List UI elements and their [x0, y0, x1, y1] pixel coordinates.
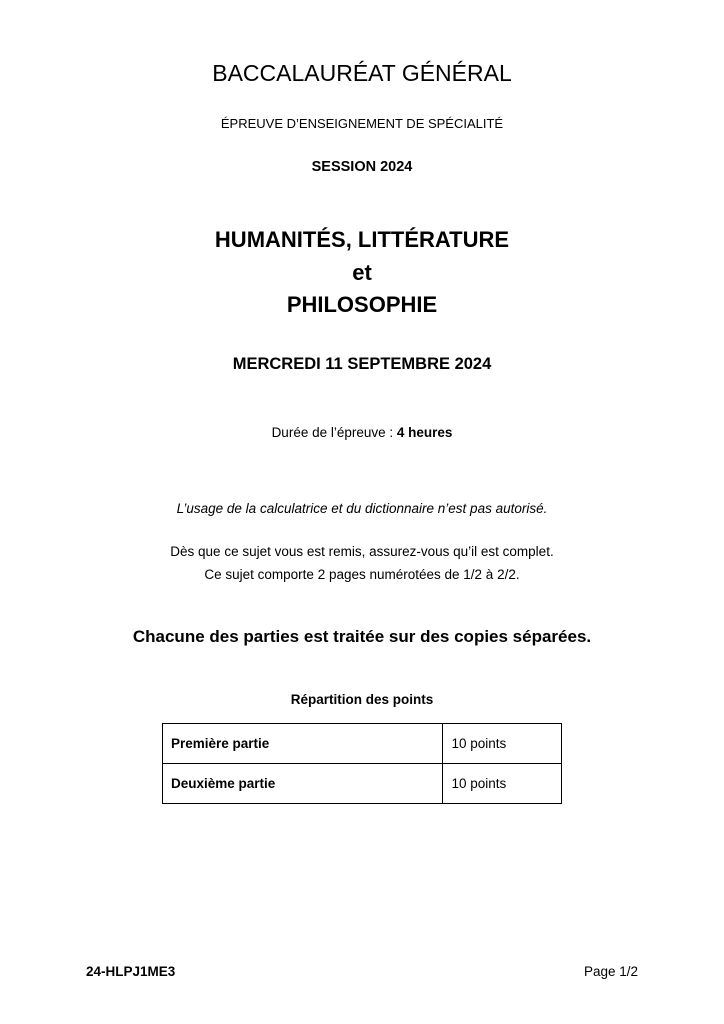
points-table-caption: Répartition des points: [290, 692, 434, 707]
exam-duration: [0, 425, 724, 440]
calculator-note: L’usage de la calculatrice et du dictionnaire n’est pas autorisé.: [176, 501, 548, 516]
completeness-note: Dès que ce sujet vous est remis, assurez-vous qu’il est complet.: [170, 544, 554, 559]
pages-note: Ce sujet comporte 2 pages numérotées de 1/2 à 2/2.: [204, 567, 520, 582]
points-table: [162, 723, 562, 804]
part-points-cell: 10 points: [443, 724, 562, 764]
exam-type: ÉPREUVE D’ENSEIGNEMENT DE SPÉCIALITÉ: [220, 116, 504, 131]
subject-title-line-1: HUMANITÉS, LITTÉRATURE: [214, 227, 510, 252]
separate-copies-instruction: Chacune des parties est traitée sur des copies séparées.: [132, 627, 592, 646]
subject-title-line-2: et: [352, 260, 372, 285]
part-points-cell: 10 points: [443, 764, 562, 804]
part-name-cell: Deuxième partie: [163, 764, 443, 804]
subject-title-line-3: PHILOSOPHIE: [286, 292, 438, 317]
table-row: [163, 724, 562, 764]
exam-date: MERCREDI 11 SEPTEMBRE 2024: [232, 355, 492, 373]
subject-code: 24-HLPJ1ME3: [86, 964, 176, 979]
session-label: SESSION 2024: [311, 159, 413, 175]
duration-label: Durée de l’épreuve :: [271, 425, 397, 440]
page-number: Page 1/2: [583, 964, 638, 979]
part-name-cell: Première partie: [163, 724, 443, 764]
exam-title: BACCALAURÉAT GÉNÉRAL: [212, 60, 512, 86]
table-row: [163, 764, 562, 804]
duration-value: 4 heures: [396, 425, 453, 440]
